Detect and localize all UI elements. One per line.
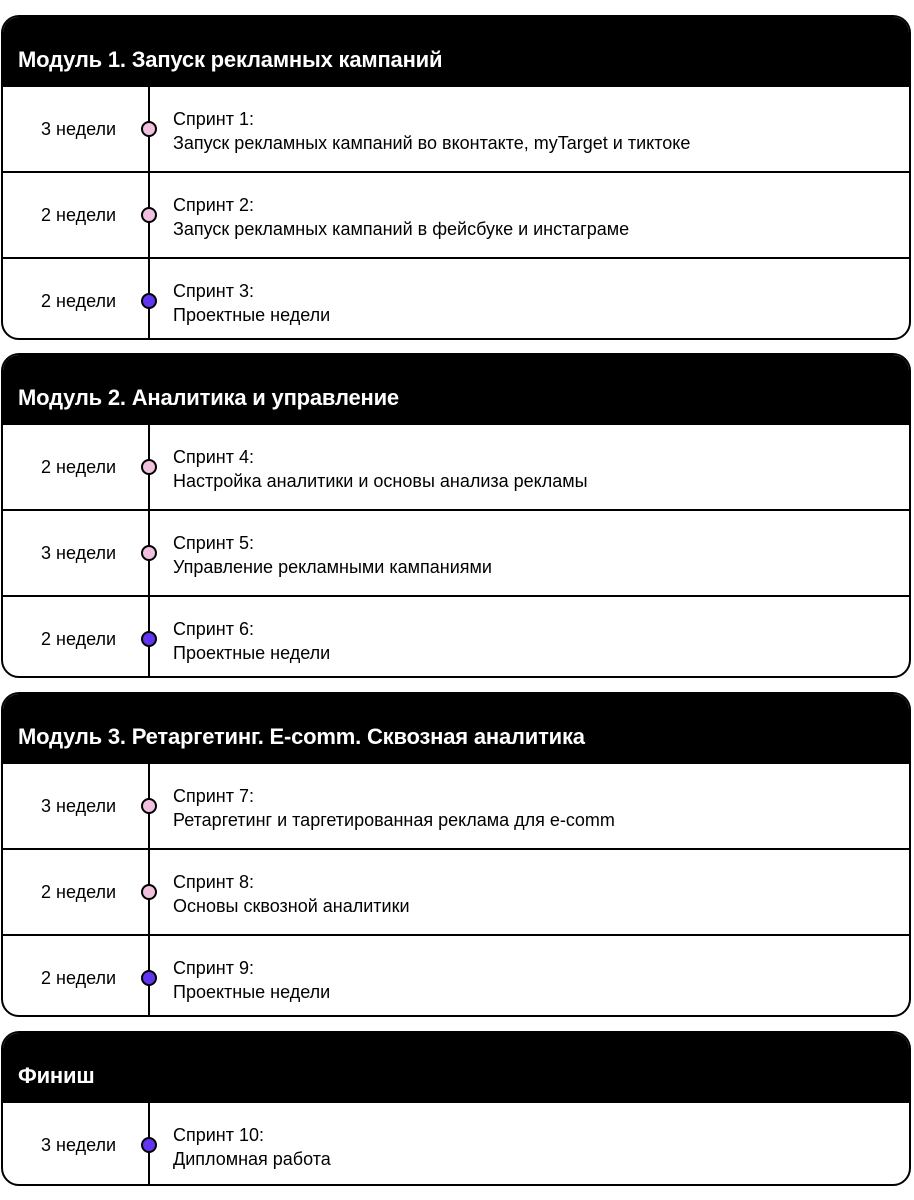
sprint-info xyxy=(173,956,330,1004)
sprint-number: Спринт 9: xyxy=(173,958,255,978)
sprint-title: Управление рекламными кампаниями xyxy=(173,557,492,577)
sprint-title: Проектные недели xyxy=(173,643,331,663)
sprint-duration: 2 недели xyxy=(41,628,117,649)
sprint-duration: 2 недели xyxy=(41,881,117,902)
module-title: Модуль 1. Запуск рекламных кампаний xyxy=(3,17,909,85)
sprint-title: Настройка аналитики и основы анализа рекламы xyxy=(173,471,588,491)
module-title: Модуль 2. Аналитика и управление xyxy=(3,355,909,423)
sprint-row xyxy=(3,509,909,595)
timeline-dot xyxy=(141,631,157,647)
sprint-info xyxy=(173,445,588,493)
sprint-info xyxy=(173,531,492,579)
timeline-dot xyxy=(141,293,157,309)
sprint-row xyxy=(3,257,909,340)
sprint-row xyxy=(3,171,909,257)
sprint-duration: 2 недели xyxy=(41,967,117,988)
sprint-duration: 2 недели xyxy=(41,204,117,225)
timeline-dot xyxy=(141,121,157,137)
timeline-dot xyxy=(141,884,157,900)
sprint-number: Спринт 3: xyxy=(173,281,255,301)
sprint-title: Основы сквозной аналитики xyxy=(173,896,410,916)
sprint-title: Дипломная работа xyxy=(173,1149,331,1169)
module-1 xyxy=(1,15,911,340)
sprint-row xyxy=(3,1101,909,1186)
sprint-number: Спринт 1: xyxy=(173,109,255,129)
sprint-info xyxy=(173,784,615,832)
module-title: Финиш xyxy=(3,1033,909,1101)
module-3 xyxy=(1,692,911,1017)
timeline-dot xyxy=(141,798,157,814)
sprint-info xyxy=(173,617,330,665)
sprint-duration: 3 недели xyxy=(41,542,117,563)
module-finish xyxy=(1,1031,911,1186)
sprint-title: Проектные недели xyxy=(173,305,331,325)
sprint-duration: 2 недели xyxy=(41,456,117,477)
sprint-number: Спринт 4: xyxy=(173,447,255,467)
module-title: Модуль 3. Ретаргетинг. E-comm. Сквозная аналитика xyxy=(3,694,909,762)
sprint-number: Спринт 5: xyxy=(173,533,255,553)
sprint-row xyxy=(3,85,909,171)
sprint-info xyxy=(173,1123,331,1171)
timeline-dot xyxy=(141,970,157,986)
sprint-number: Спринт 7: xyxy=(173,786,255,806)
sprint-row xyxy=(3,934,909,1017)
timeline-dot xyxy=(141,545,157,561)
timeline-dot xyxy=(141,207,157,223)
sprint-number: Спринт 10: xyxy=(173,1125,265,1145)
timeline-dot xyxy=(141,1137,157,1153)
sprint-duration: 3 недели xyxy=(41,795,117,816)
module-2 xyxy=(1,353,911,678)
sprint-info xyxy=(173,193,629,241)
sprint-number: Спринт 8: xyxy=(173,872,255,892)
sprint-info xyxy=(173,107,690,155)
sprint-info xyxy=(173,279,330,327)
sprint-number: Спринт 2: xyxy=(173,195,255,215)
sprint-title: Проектные недели xyxy=(173,982,331,1002)
sprint-row xyxy=(3,762,909,848)
sprint-title: Ретаргетинг и таргетированная реклама для e-comm xyxy=(173,810,615,830)
sprint-number: Спринт 6: xyxy=(173,619,255,639)
sprint-info xyxy=(173,870,410,918)
sprint-duration: 3 недели xyxy=(41,1134,117,1155)
sprint-row xyxy=(3,423,909,509)
sprint-row xyxy=(3,595,909,678)
sprint-duration: 3 недели xyxy=(41,118,117,139)
sprint-row xyxy=(3,848,909,934)
sprint-title: Запуск рекламных кампаний во вконтакте, myTarget и тиктоке xyxy=(173,133,691,153)
sprint-duration: 2 недели xyxy=(41,290,117,311)
timeline-dot xyxy=(141,459,157,475)
sprint-title: Запуск рекламных кампаний в фейсбуке и инстаграме xyxy=(173,219,630,239)
